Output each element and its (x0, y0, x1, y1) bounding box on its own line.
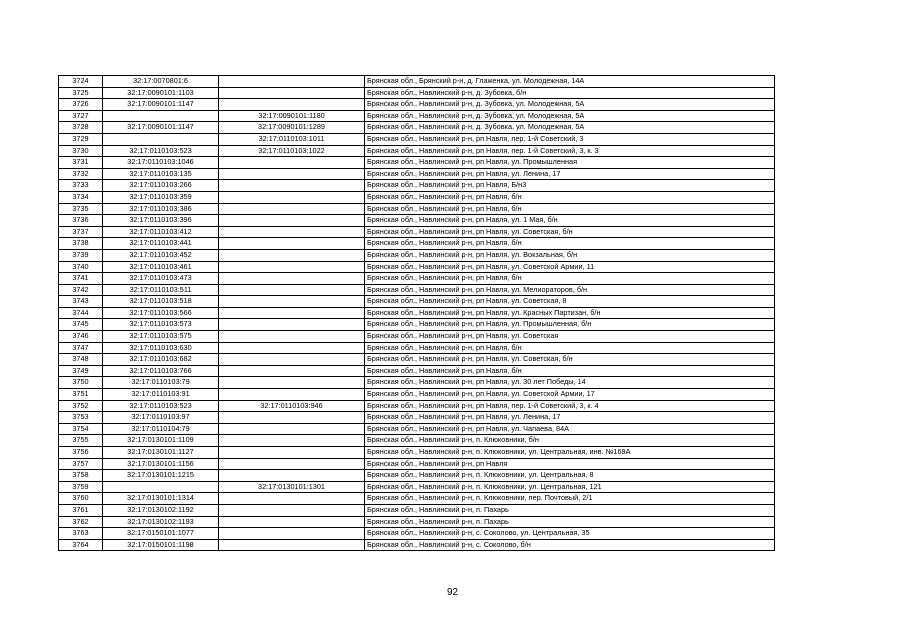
address-cell: Брянская обл., Навлинский р-н, п. Клюковники, пер. Почтовый, 2/1 (365, 493, 775, 505)
row-number: 3762 (59, 516, 103, 528)
cadastral-number: 32:17:0110103:452 (103, 249, 219, 261)
row-number: 3742 (59, 284, 103, 296)
cadastral-number: 32:17:0110103:396 (103, 215, 219, 227)
cadastral-number-secondary (219, 191, 365, 203)
cadastral-number-secondary (219, 319, 365, 331)
cadastral-number: 32:17:0110103:566 (103, 307, 219, 319)
table-row (59, 423, 775, 435)
cadastral-number: 32:17:0130101:1127 (103, 447, 219, 459)
row-number: 3725 (59, 87, 103, 99)
table-row (59, 180, 775, 192)
cadastral-number (103, 133, 219, 145)
address-cell: Брянская обл., Навлинский р-н, д. Зубовка, ул. Молодежная, 5А (365, 99, 775, 111)
cadastral-number: 32:17:0110103:511 (103, 284, 219, 296)
cadastral-number-secondary (219, 180, 365, 192)
address-cell: Брянская обл., Навлинский р-н, рп Навля, ул. Вокзальная, б/н (365, 249, 775, 261)
row-number: 3739 (59, 249, 103, 261)
address-cell: Брянская обл., Навлинский р-н, рп Навля, б/н (365, 238, 775, 250)
cadastral-number: 32:17:0090101:1147 (103, 122, 219, 134)
row-number: 3760 (59, 493, 103, 505)
table-row (59, 377, 775, 389)
cadastral-number: 32:17:0110103:523 (103, 400, 219, 412)
row-number: 3759 (59, 481, 103, 493)
row-number: 3764 (59, 539, 103, 551)
cadastral-number: 32:17:0110103:461 (103, 261, 219, 273)
row-number: 3754 (59, 423, 103, 435)
cadastral-number-secondary (219, 99, 365, 111)
table-row (59, 226, 775, 238)
address-cell: Брянская обл., Навлинский р-н, рп Навля, ул. 30 лет Победы, 14 (365, 377, 775, 389)
row-number: 3758 (59, 470, 103, 482)
cadastral-number: 32:17:0110103:575 (103, 331, 219, 343)
table-row (59, 458, 775, 470)
address-cell: Брянская обл., Навлинский р-н, с. Соколово, б/н (365, 539, 775, 551)
property-registry-table (58, 75, 775, 551)
row-number: 3733 (59, 180, 103, 192)
cadastral-number-secondary: 32:17:0110103:946 (219, 400, 365, 412)
registry-table-body (59, 76, 775, 551)
row-number: 3747 (59, 342, 103, 354)
address-cell: Брянская обл., Навлинский р-н, рп Навля, пер. 1-й Советский, 3 (365, 133, 775, 145)
cadastral-number: 32:17:0130101:1156 (103, 458, 219, 470)
address-cell: Брянская обл., Навлинский р-н, рп Навля, ул. Советская, 8 (365, 296, 775, 308)
table-row (59, 133, 775, 145)
address-cell: Брянская обл., Навлинский р-н, рп Навля, б/н (365, 365, 775, 377)
row-number: 3724 (59, 76, 103, 88)
row-number: 3748 (59, 354, 103, 366)
cadastral-number-secondary (219, 412, 365, 424)
address-cell: Брянская обл., Навлинский р-н, рп Навля, ул. Ленина, 17 (365, 412, 775, 424)
cadastral-number-secondary (219, 365, 365, 377)
table-row (59, 122, 775, 134)
cadastral-number: 32:17:0130101:1215 (103, 470, 219, 482)
table-row (59, 145, 775, 157)
cadastral-number-secondary (219, 284, 365, 296)
table-row (59, 249, 775, 261)
cadastral-number: 32:17:0110103:630 (103, 342, 219, 354)
row-number: 3732 (59, 168, 103, 180)
address-cell: Брянская обл., Брянский р-н, д. Глаженка, ул. Молодежная, 14А (365, 76, 775, 88)
cadastral-number: 32:17:0150101:1198 (103, 539, 219, 551)
cadastral-number-secondary (219, 493, 365, 505)
address-cell: Брянская обл., Навлинский р-н, рп Навля, ул. Ленина, 17 (365, 168, 775, 180)
cadastral-number: 32:17:0110103:518 (103, 296, 219, 308)
cadastral-number: 32:17:0110103:91 (103, 389, 219, 401)
address-cell: Брянская обл., Навлинский р-н, д. Зубовка, б/н (365, 87, 775, 99)
cadastral-number: 32:17:0110103:523 (103, 145, 219, 157)
cadastral-number-secondary (219, 528, 365, 540)
cadastral-number: 32:17:0110103:135 (103, 168, 219, 180)
row-number: 3756 (59, 447, 103, 459)
address-cell: Брянская обл., Навлинский р-н, рп Навля, б/н (365, 342, 775, 354)
address-cell: Брянская обл., Навлинский р-н, рп Навля, ул. Чапаева, 84А (365, 423, 775, 435)
row-number: 3757 (59, 458, 103, 470)
table-row (59, 307, 775, 319)
cadastral-number-secondary (219, 273, 365, 285)
table-row (59, 470, 775, 482)
cadastral-number: 32:17:0110103:359 (103, 191, 219, 203)
table-row (59, 342, 775, 354)
table-row (59, 400, 775, 412)
cadastral-number-secondary (219, 458, 365, 470)
cadastral-number-secondary (219, 354, 365, 366)
cadastral-number-secondary (219, 203, 365, 215)
cadastral-number: 32:17:0110103:473 (103, 273, 219, 285)
table-row (59, 110, 775, 122)
row-number: 3734 (59, 191, 103, 203)
table-row (59, 87, 775, 99)
table-row (59, 157, 775, 169)
table-row (59, 504, 775, 516)
row-number: 3755 (59, 435, 103, 447)
address-cell: Брянская обл., Навлинский р-н, рп Навля, б/н (365, 273, 775, 285)
cadastral-number-secondary: 32:17:0090101:1289 (219, 122, 365, 134)
address-cell: Брянская обл., Навлинский р-н, рп Навля, б/н (365, 203, 775, 215)
table-row (59, 516, 775, 528)
row-number: 3740 (59, 261, 103, 273)
cadastral-number-secondary (219, 504, 365, 516)
row-number: 3727 (59, 110, 103, 122)
table-row (59, 168, 775, 180)
address-cell: Брянская обл., Навлинский р-н, рп Навля, ул. Советской Армии, 11 (365, 261, 775, 273)
cadastral-number: 32:17:0110103:1046 (103, 157, 219, 169)
row-number: 3750 (59, 377, 103, 389)
cadastral-number (103, 481, 219, 493)
table-row (59, 99, 775, 111)
cadastral-number-secondary: 32:17:0130101:1301 (219, 481, 365, 493)
address-cell: Брянская обл., Навлинский р-н, рп Навля, пер. 1-й Советский, 3, к. 4 (365, 400, 775, 412)
address-cell: Брянская обл., Навлинский р-н, д. Зубовка, ул. Молодежная, 5А (365, 110, 775, 122)
row-number: 3736 (59, 215, 103, 227)
table-row (59, 296, 775, 308)
address-cell: Брянская обл., Навлинский р-н, рп Навля, б/н (365, 191, 775, 203)
table-row (59, 447, 775, 459)
row-number: 3731 (59, 157, 103, 169)
address-cell: Брянская обл., Навлинский р-н, рп Навля, пер. 1-й Советский, 3, к. 3 (365, 145, 775, 157)
cadastral-number-secondary (219, 215, 365, 227)
table-row (59, 191, 775, 203)
address-cell: Брянская обл., Навлинский р-н, рп Навля, ул. Красных Партизан, б/н (365, 307, 775, 319)
table-row (59, 273, 775, 285)
address-cell: Брянская обл., Навлинский р-н, рп Навля, Б/н3 (365, 180, 775, 192)
cadastral-number: 32:17:0130102:1193 (103, 516, 219, 528)
table-row (59, 331, 775, 343)
cadastral-number: 32:17:0110103:266 (103, 180, 219, 192)
address-cell: Брянская обл., Навлинский р-н, п. Клюковники, б/н (365, 435, 775, 447)
table-row (59, 412, 775, 424)
row-number: 3749 (59, 365, 103, 377)
table-row (59, 539, 775, 551)
address-cell: Брянская обл., Навлинский р-н, рп Навля, ул. Советская, б/н (365, 226, 775, 238)
cadastral-number-secondary (219, 539, 365, 551)
cadastral-number-secondary (219, 435, 365, 447)
cadastral-number-secondary (219, 331, 365, 343)
cadastral-number-secondary: 32:17:0110103:1011 (219, 133, 365, 145)
address-cell: Брянская обл., Навлинский р-н, п. Пахарь (365, 504, 775, 516)
address-cell: Брянская обл., Навлинский р-н, рп Навля, ул. Советская (365, 331, 775, 343)
address-cell: Брянская обл., Навлинский р-н, рп Навля, ул. Промышленная (365, 157, 775, 169)
cadastral-number: 32:17:0130101:1109 (103, 435, 219, 447)
row-number: 3746 (59, 331, 103, 343)
table-row (59, 435, 775, 447)
cadastral-number: 32:17:0130102:1192 (103, 504, 219, 516)
row-number: 3728 (59, 122, 103, 134)
cadastral-number: 32:17:0110103:412 (103, 226, 219, 238)
cadastral-number-secondary (219, 377, 365, 389)
cadastral-number: 32:17:0150101:1077 (103, 528, 219, 540)
address-cell: Брянская обл., Навлинский р-н, рп Навля, ул. Советской Армии, 17 (365, 389, 775, 401)
cadastral-number-secondary (219, 423, 365, 435)
table-row (59, 215, 775, 227)
address-cell: Брянская обл., Навлинский р-н, д. Зубовка, ул. Молодежная, 5А (365, 122, 775, 134)
cadastral-number: 32:17:0110103:441 (103, 238, 219, 250)
table-row (59, 528, 775, 540)
address-cell: Брянская обл., Навлинский р-н, с. Соколово, ул. Центральная, 35 (365, 528, 775, 540)
row-number: 3730 (59, 145, 103, 157)
row-number: 3744 (59, 307, 103, 319)
cadastral-number-secondary (219, 157, 365, 169)
cadastral-number: 32:17:0090101:1147 (103, 99, 219, 111)
table-row (59, 76, 775, 88)
row-number: 3743 (59, 296, 103, 308)
cadastral-number-secondary (219, 470, 365, 482)
address-cell: Брянская обл., Навлинский р-н, рп Навля, ул. 1 Мая, б/н (365, 215, 775, 227)
cadastral-number-secondary (219, 296, 365, 308)
cadastral-number (103, 110, 219, 122)
cadastral-number: 32:17:0090101:1103 (103, 87, 219, 99)
cadastral-number-secondary (219, 238, 365, 250)
row-number: 3745 (59, 319, 103, 331)
row-number: 3738 (59, 238, 103, 250)
cadastral-number-secondary: 32:17:0090101:1180 (219, 110, 365, 122)
address-cell: Брянская обл., Навлинский р-н, рп Навля, ул. Промышленная, б/н (365, 319, 775, 331)
table-row (59, 203, 775, 215)
cadastral-number: 32:17:0130101:1314 (103, 493, 219, 505)
address-cell: Брянская обл., Навлинский р-н, рп Навля, ул. Советская, б/н (365, 354, 775, 366)
table-row (59, 261, 775, 273)
cadastral-number-secondary (219, 516, 365, 528)
row-number: 3735 (59, 203, 103, 215)
table-row (59, 284, 775, 296)
cadastral-number-secondary (219, 226, 365, 238)
row-number: 3741 (59, 273, 103, 285)
row-number: 3726 (59, 99, 103, 111)
cadastral-number: 32:17:0110103:79 (103, 377, 219, 389)
cadastral-number: 32:17:0110104:79 (103, 423, 219, 435)
table-row (59, 481, 775, 493)
table-row (59, 354, 775, 366)
cadastral-number-secondary (219, 168, 365, 180)
row-number: 3761 (59, 504, 103, 516)
address-cell: Брянская обл., Навлинский р-н, п. Пахарь (365, 516, 775, 528)
cadastral-number-secondary (219, 307, 365, 319)
cadastral-number-secondary: 32:17:0110103:1022 (219, 145, 365, 157)
cadastral-number-secondary (219, 249, 365, 261)
row-number: 3753 (59, 412, 103, 424)
cadastral-number-secondary (219, 261, 365, 273)
cadastral-number: 32:17:0110103:682 (103, 354, 219, 366)
table-row (59, 319, 775, 331)
cadastral-number: 32:17:0070801:6 (103, 76, 219, 88)
row-number: 3729 (59, 133, 103, 145)
table-row (59, 389, 775, 401)
row-number: 3751 (59, 389, 103, 401)
address-cell: Брянская обл., Навлинский р-н, п. Клюковники, ул. Центральная, 121 (365, 481, 775, 493)
cadastral-number: 32:17:0110103:573 (103, 319, 219, 331)
table-row (59, 365, 775, 377)
page-number: 92 (446, 587, 459, 598)
cadastral-number-secondary (219, 447, 365, 459)
cadastral-number: 32:17:0110103:766 (103, 365, 219, 377)
cadastral-number: 32:17:0110103:386 (103, 203, 219, 215)
cadastral-number: 32:17:0110103:97 (103, 412, 219, 424)
address-cell: Брянская обл., Навлинский р-н, п. Клюковники, ул. Центральная, 8 (365, 470, 775, 482)
address-cell: Брянская обл., Навлинский р-н, рп Навля, ул. Мелиораторов, б/н (365, 284, 775, 296)
address-cell: Брянская обл., Навлинский р-н, п. Клюковники, ул. Центральная, инв. №169А (365, 447, 775, 459)
table-row (59, 493, 775, 505)
address-cell: Брянская обл., Навлинский р-н, рп Навля (365, 458, 775, 470)
cadastral-number-secondary (219, 76, 365, 88)
row-number: 3737 (59, 226, 103, 238)
row-number: 3752 (59, 400, 103, 412)
cadastral-number-secondary (219, 342, 365, 354)
table-row (59, 238, 775, 250)
cadastral-number-secondary (219, 389, 365, 401)
cadastral-number-secondary (219, 87, 365, 99)
row-number: 3763 (59, 528, 103, 540)
